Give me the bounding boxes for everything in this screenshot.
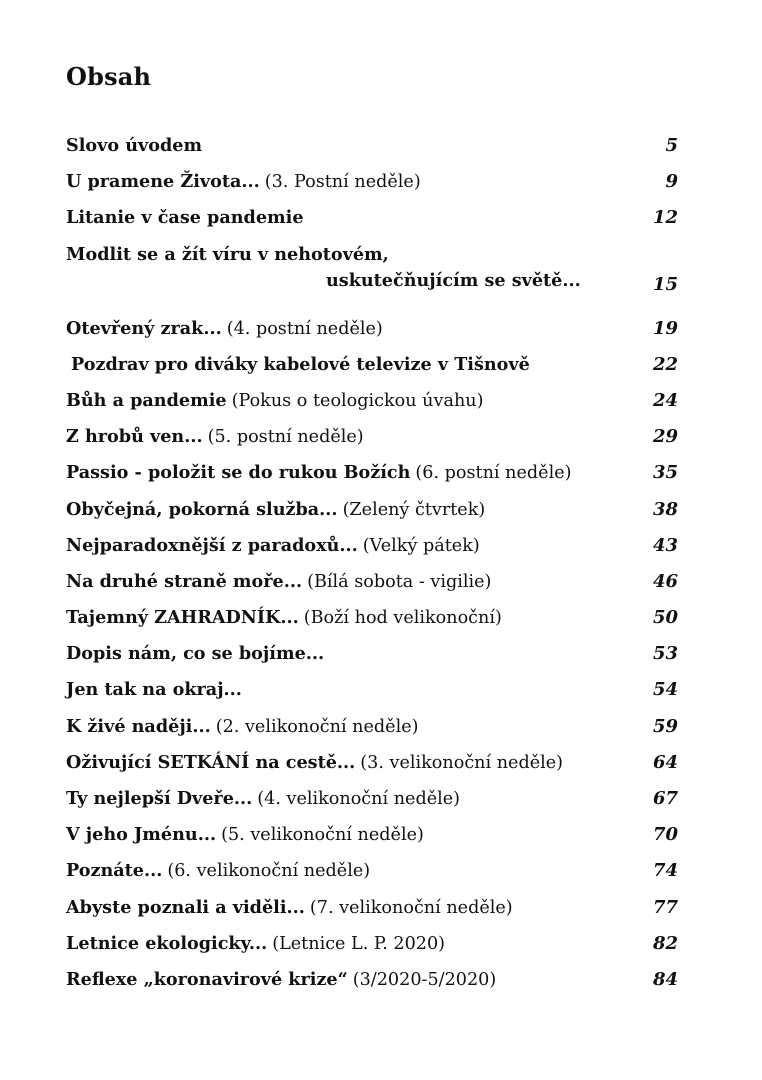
- toc-entry-title: Pozdrav pro diváky kabelové televize v Tišnově: [71, 353, 530, 375]
- toc-entry: [66, 492, 686, 528]
- toc-entry-title: Tajemný ZAHRADNÍK...: [66, 607, 299, 629]
- toc-entry: [66, 419, 686, 455]
- toc-entry-page: 22: [652, 353, 678, 375]
- toc-entry-note: (4. velikonoční neděle): [257, 789, 461, 809]
- toc-entry-note: (5. postní neděle): [207, 427, 364, 448]
- toc-entry-title: Litanie v čase pandemie: [66, 207, 304, 229]
- toc-entry: [66, 926, 686, 962]
- toc-entry: [66, 128, 686, 164]
- toc-entry-page: 29: [652, 426, 678, 448]
- toc-entry-page: 24: [652, 389, 678, 411]
- toc-entry: [66, 962, 686, 998]
- toc-entry-page: 82: [652, 932, 678, 954]
- toc-entry-page: 46: [652, 570, 678, 592]
- toc-entry-page: 15: [652, 273, 678, 295]
- toc-entry: [66, 709, 686, 745]
- toc-entry-title: Bůh a pandemie: [66, 389, 227, 411]
- toc-entry: [66, 817, 686, 853]
- toc-entry-page: 19: [652, 317, 678, 339]
- toc-entry-page: 38: [652, 498, 678, 520]
- toc-entry-note: (6. postní neděle): [415, 463, 572, 484]
- toc-entry-title: Abyste poznali a viděli...: [66, 896, 305, 918]
- toc-entry: [66, 853, 686, 889]
- toc-entry: [66, 745, 686, 781]
- toc-entry-note: (Letnice L. P. 2020): [272, 933, 446, 954]
- toc-entry-note: (Boží hod velikonoční): [303, 608, 502, 629]
- toc-entry-page: 64: [652, 751, 678, 773]
- toc-entry-title: Oživující SETKÁNÍ na cestě...: [66, 751, 356, 773]
- toc-entry-note: (6. velikonoční neděle): [167, 861, 371, 882]
- page-title: Obsah: [66, 62, 152, 91]
- toc-entry-page: 53: [652, 643, 678, 665]
- toc-entry-page: 54: [652, 679, 678, 701]
- toc-entry-title: V jeho Jménu...: [66, 824, 217, 846]
- toc-entry-note: (Velký pátek): [362, 535, 480, 556]
- toc-entry-title: Reflexe „koronavirové krize“: [66, 968, 348, 990]
- toc-entry-title: Ty nejlepší Dveře...: [66, 788, 253, 809]
- toc-entry-page: 67: [652, 788, 678, 809]
- toc-entry-note: (5. velikonoční neděle): [221, 825, 424, 846]
- toc-entry: [66, 528, 686, 564]
- toc-entry-page: 70: [652, 824, 678, 846]
- toc-entry: [66, 564, 686, 600]
- toc-entry: [66, 600, 686, 636]
- toc-entry-title: Modlit se a žít víru v nehotovém,: [66, 243, 389, 265]
- toc-entry: [66, 311, 686, 347]
- toc-entry-page: 84: [652, 968, 678, 990]
- toc-entry-title: Otevřený zrak...: [66, 317, 222, 339]
- toc-entry: [66, 164, 686, 200]
- toc-entry-title: Jen tak na okraj...: [66, 679, 242, 701]
- toc-entry-page: 9: [665, 171, 678, 193]
- toc-entry-title: Passio - položit se do rukou Božích: [66, 462, 411, 484]
- toc-entry-note: (2. velikonoční neděle): [215, 716, 419, 737]
- toc-entry-note: (7. velikonoční neděle): [309, 897, 513, 918]
- toc-entry-title: Obyčejná, pokorná služba...: [66, 498, 338, 520]
- toc-entry-note: (3/2020-5/2020): [352, 969, 497, 990]
- toc-entry-title: Nejparadoxnější z paradoxů...: [66, 534, 358, 556]
- toc-entry-note: (Bílá sobota - vigilie): [307, 571, 492, 592]
- toc-entry-page: 74: [652, 860, 678, 882]
- toc-entry-title: U pramene Života...: [66, 171, 260, 193]
- toc-entry: [66, 890, 686, 926]
- toc-entry-title: Z hrobů ven...: [66, 426, 203, 448]
- toc-entry-title: Poznáte...: [66, 860, 163, 882]
- toc-entry-note: (3. velikonoční neděle): [360, 752, 564, 773]
- toc-entry-page: 59: [652, 715, 678, 737]
- toc-entry-page: 35: [652, 462, 678, 484]
- toc-entry: [66, 672, 686, 708]
- toc-entry: [66, 781, 686, 817]
- toc-entry-page: 5: [665, 135, 678, 156]
- toc-entry-page: 50: [652, 607, 678, 629]
- toc-entry-note: (3. Postní neděle): [264, 172, 421, 193]
- toc-entry-title: Na druhé straně moře...: [66, 570, 303, 592]
- toc-entry: [66, 237, 686, 311]
- toc-entry-note: (Pokus o teologickou úvahu): [231, 390, 484, 411]
- toc-entry-title: Dopis nám, co se bojíme...: [66, 643, 325, 665]
- toc-entry-title: K živé naději...: [66, 715, 211, 737]
- toc-entry: [66, 383, 686, 419]
- toc-entry: [66, 200, 686, 236]
- toc-entry-page: 77: [652, 896, 678, 918]
- toc-entry-title-continued: uskutečňujícím se světě...: [326, 269, 581, 291]
- table-of-contents: [66, 128, 686, 998]
- toc-entry: [66, 455, 686, 491]
- toc-entry-page: 12: [652, 207, 678, 229]
- toc-entry: [66, 636, 686, 672]
- toc-entry-title: Letnice ekologicky...: [66, 932, 268, 954]
- toc-entry: [66, 347, 686, 383]
- toc-entry-note: (Zelený čtvrtek): [342, 499, 486, 520]
- toc-entry-note: (4. postní neděle): [226, 318, 383, 339]
- toc-entry-page: 43: [652, 534, 678, 556]
- toc-entry-title: Slovo úvodem: [66, 135, 203, 156]
